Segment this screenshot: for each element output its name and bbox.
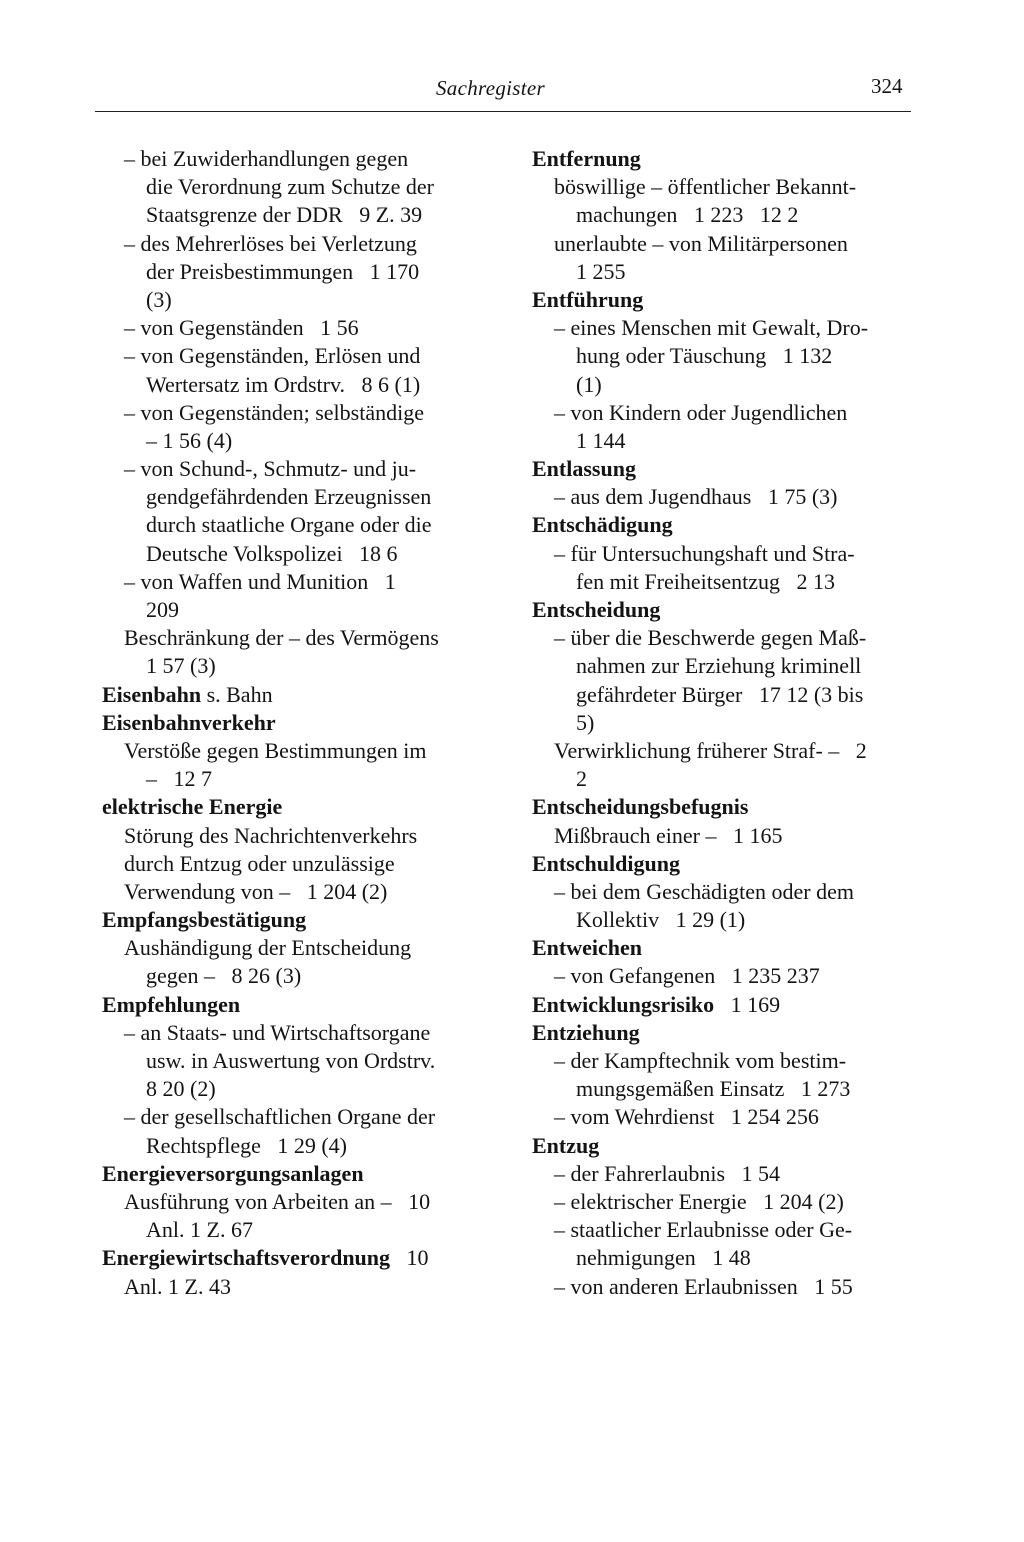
- index-line: gendgefährdenden Erzeugnissen: [146, 484, 432, 510]
- index-line: – von Kindern oder Jugendlichen: [554, 399, 848, 425]
- index-line: Rechtspflege 1 29 (4): [146, 1132, 347, 1158]
- header-rule: [95, 111, 911, 112]
- index-heading: Entführung: [532, 286, 644, 312]
- index-heading: Entschuldigung: [532, 850, 680, 876]
- index-line: Staatsgrenze der DDR 9 Z. 39: [146, 202, 423, 228]
- index-heading: Empfehlungen: [102, 991, 241, 1017]
- index-line: fen mit Freiheitsentzug 2 13: [576, 568, 836, 594]
- index-column-right: [532, 145, 917, 1301]
- index-line: – bei dem Geschädigten oder dem: [554, 878, 854, 904]
- index-reference: 1 169: [714, 991, 781, 1017]
- index-line: – der gesellschaftlichen Organe der: [124, 1104, 436, 1130]
- index-line: – von Gegenständen, Erlösen und: [124, 343, 421, 369]
- index-heading: Energieversorgungsanlagen: [102, 1160, 364, 1186]
- index-heading: Entzug: [532, 1132, 600, 1158]
- index-line: gefährdeter Bürger 17 12 (3 bis: [576, 681, 864, 707]
- index-line: – 1 56 (4): [146, 427, 233, 453]
- index-line: nehmigungen 1 48: [576, 1245, 751, 1271]
- index-heading: [102, 681, 482, 709]
- index-line: 1 255: [576, 258, 626, 284]
- index-heading: Entweichen: [532, 935, 642, 961]
- index-heading: Entscheidung: [532, 597, 661, 622]
- page-number: 324: [871, 74, 903, 98]
- index-line: – der Kampftechnik vom bestim-: [554, 1048, 847, 1073]
- index-line: Verstöße gegen Bestimmungen im: [124, 737, 427, 763]
- index-line: – an Staats- und Wirtschaftsorgane: [124, 1019, 431, 1045]
- index-heading: Entschädigung: [532, 512, 673, 538]
- index-line: 2: [576, 766, 587, 792]
- index-line: – eines Menschen mit Gewalt, Dro-: [554, 315, 869, 341]
- index-heading: [532, 991, 917, 1019]
- index-line: Wertersatz im Ordstrv. 8 6 (1): [146, 371, 421, 397]
- index-line: – für Untersuchungshaft und Stra-: [554, 540, 855, 566]
- index-line: – von Gegenständen 1 56: [124, 315, 359, 341]
- index-line: Mißbrauch einer – 1 165: [554, 822, 783, 848]
- index-heading: Entfernung: [532, 146, 641, 171]
- index-line: – von Gefangenen 1 235 237: [554, 963, 820, 989]
- index-heading: Entscheidungsbefugnis: [532, 794, 749, 820]
- index-line: Anl. 1 Z. 67: [146, 1217, 253, 1243]
- index-heading: Entlassung: [532, 456, 636, 482]
- index-line: – vom Wehrdienst 1 254 256: [554, 1104, 819, 1130]
- index-line: Deutsche Volkspolizei 18 6: [146, 540, 398, 566]
- index-line: 1 144: [576, 427, 626, 453]
- index-line: – über die Beschwerde gegen Maß-: [554, 625, 867, 651]
- index-line: 209: [146, 597, 179, 622]
- index-line: nahmen zur Erziehung kriminell: [576, 653, 862, 679]
- index-line: Kollektiv 1 29 (1): [576, 907, 746, 933]
- index-line: 5): [576, 709, 595, 735]
- index-reference: s. Bahn: [201, 681, 273, 707]
- index-heading: Eisenbahnverkehr: [102, 709, 276, 735]
- index-line: (3): [146, 286, 172, 312]
- index-line: – staatlicher Erlaubnisse oder Ge-: [554, 1217, 853, 1243]
- index-heading: Empfangsbestätigung: [102, 907, 307, 933]
- index-line: böswillige – öffentlicher Bekannt-: [554, 174, 857, 200]
- index-line: – von Waffen und Munition 1: [124, 568, 396, 594]
- index-heading: [102, 1244, 482, 1272]
- running-head-title: Sachregister: [436, 76, 545, 100]
- index-line: Aushändigung der Entscheidung: [124, 935, 412, 961]
- index-line: hung oder Täuschung 1 132: [576, 343, 833, 369]
- index-line: Anl. 1 Z. 43: [124, 1273, 231, 1299]
- index-line: – von Gegenständen; selbständige: [124, 399, 424, 425]
- index-headword: Entwicklungsrisiko: [532, 991, 715, 1017]
- index-line: Beschränkung der – des Vermögens: [124, 625, 439, 651]
- index-reference: 10: [390, 1245, 429, 1271]
- index-line: – von Schund-, Schmutz- und ju-: [124, 456, 417, 482]
- index-line: durch staatliche Organe oder die: [146, 512, 432, 538]
- index-line: – des Mehrerlöses bei Verletzung: [124, 230, 417, 256]
- index-headword: Energiewirtschaftsverordnung: [102, 1245, 391, 1271]
- index-line: machungen 1 223 12 2: [576, 202, 799, 228]
- index-line: 8 20 (2): [146, 1076, 216, 1102]
- index-line: gegen – 8 26 (3): [146, 963, 302, 989]
- index-line: durch Entzug oder unzulässige: [124, 850, 395, 876]
- index-headword: Eisenbahn: [102, 681, 202, 707]
- index-heading: Entziehung: [532, 1019, 640, 1045]
- index-line: – bei Zuwiderhandlungen gegen: [124, 146, 409, 171]
- index-line: 1 57 (3): [146, 653, 216, 679]
- index-line: der Preisbestimmungen 1 170: [146, 258, 420, 284]
- index-line: – aus dem Jugendhaus 1 75 (3): [554, 484, 838, 510]
- running-head: [0, 76, 1024, 106]
- index-column-left: [102, 145, 482, 1301]
- index-line: – 12 7: [146, 766, 212, 792]
- index-line: – elektrischer Energie 1 204 (2): [554, 1188, 844, 1214]
- index-line: Verwendung von – 1 204 (2): [124, 878, 388, 904]
- index-line: (1): [576, 371, 602, 397]
- index-line: Störung des Nachrichtenverkehrs: [124, 822, 418, 848]
- index-line: Ausführung von Arbeiten an – 10: [124, 1188, 431, 1214]
- index-line: unerlaubte – von Militärpersonen: [554, 230, 848, 256]
- index-heading: elektrische Energie: [102, 794, 283, 820]
- index-line: mungsgemäßen Einsatz 1 273: [576, 1076, 851, 1102]
- index-line: usw. in Auswertung von Ordstrv.: [146, 1048, 436, 1073]
- index-line: – der Fahrerlaubnis 1 54: [554, 1160, 781, 1186]
- index-line: Verwirklichung früherer Straf- – 2: [554, 737, 867, 763]
- index-line: die Verordnung zum Schutze der: [146, 174, 434, 200]
- index-line: – von anderen Erlaubnissen 1 55: [554, 1273, 853, 1299]
